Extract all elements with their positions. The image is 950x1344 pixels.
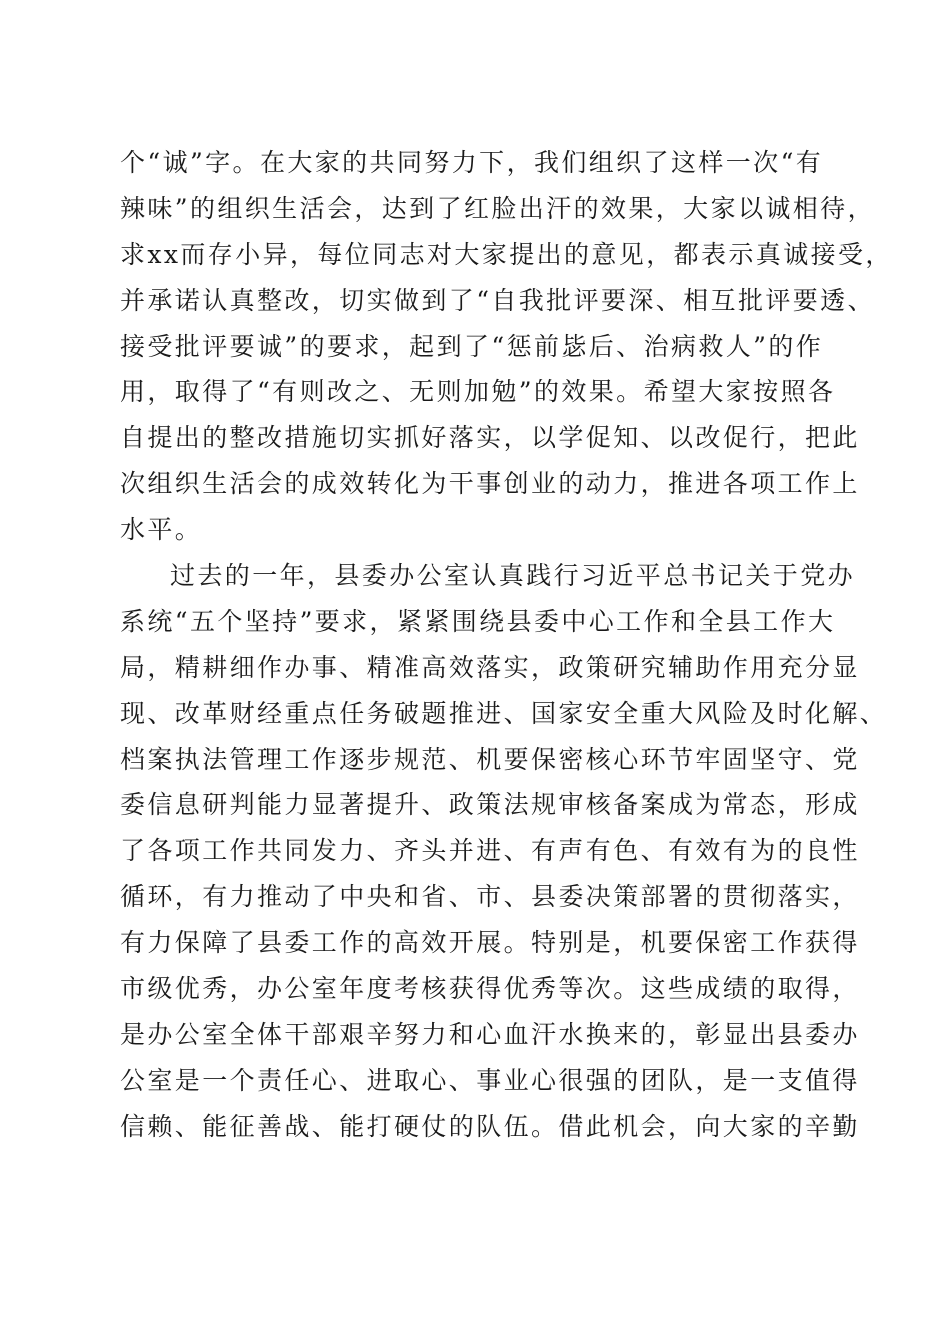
text-line: 现、改革财经重点任务破题推进、国家安全重大风险及时化解、 <box>120 698 888 728</box>
text-line: 个“诚”字。在大家的共同努力下，我们组织了这样一次“有 <box>120 148 824 177</box>
text-line: 局，精耕细作办事、精准高效落实，政策研究辅助作用充分显 <box>120 652 860 682</box>
text-line: 有力保障了县委工作的高效开展。特别是，机要保密工作获得 <box>120 928 860 958</box>
paragraph-2 <box>120 553 888 1150</box>
text-line: 了各项工作共同发力、齐头并进、有声有色、有效有为的良性 <box>120 836 860 866</box>
document-body <box>120 140 893 1150</box>
text-line: 循环，有力推动了中央和省、市、县委决策部署的贯彻落实， <box>120 882 860 912</box>
text-line: 自提出的整改措施切实抓好落实，以学促知、以改促行，把此 <box>120 423 860 453</box>
text-line: 求xx而存小异，每位同志对大家提出的意见，都表示真诚接受， <box>120 239 893 269</box>
text-line: 是办公室全体干部艰辛努力和心血汗水换来的，彰显出县委办 <box>120 1019 860 1049</box>
text-line: 市级优秀，办公室年度考核获得优秀等次。这些成绩的取得， <box>120 974 860 1004</box>
text-line: 辣味”的组织生活会，达到了红脸出汗的效果，大家以诚相待， <box>120 193 875 223</box>
text-line: 水平。 <box>120 515 203 545</box>
text-line: 公室是一个责任心、进取心、事业心很强的团队，是一支值得 <box>120 1065 860 1095</box>
text-line: 次组织生活会的成效转化为干事创业的动力，推进各项工作上 <box>120 469 860 499</box>
text-line: 档案执法管理工作逐步规范、机要保密核心环节牢固坚守、党 <box>120 744 860 774</box>
paragraph-1 <box>120 140 893 553</box>
text-line: 并承诺认真整改，切实做到了“自我批评要深、相互批评要透、 <box>120 285 875 315</box>
text-line: 系统“五个坚持”要求，紧紧围绕县委中心工作和全县工作大 <box>120 606 836 636</box>
text-line: 接受批评要诚”的要求，起到了“惩前毖后、治病救人”的作 <box>120 331 824 361</box>
text-line: 过去的一年，县委办公室认真践行习近平总书记关于党办 <box>170 561 856 591</box>
text-line: 委信息研判能力显著提升、政策法规审核备案成为常态，形成 <box>120 790 860 820</box>
text-line: 信赖、能征善战、能打硬仗的队伍。借此机会，向大家的辛勤 <box>120 1111 860 1141</box>
text-line: 用，取得了“有则改之、无则加勉”的效果。希望大家按照各 <box>120 377 836 407</box>
